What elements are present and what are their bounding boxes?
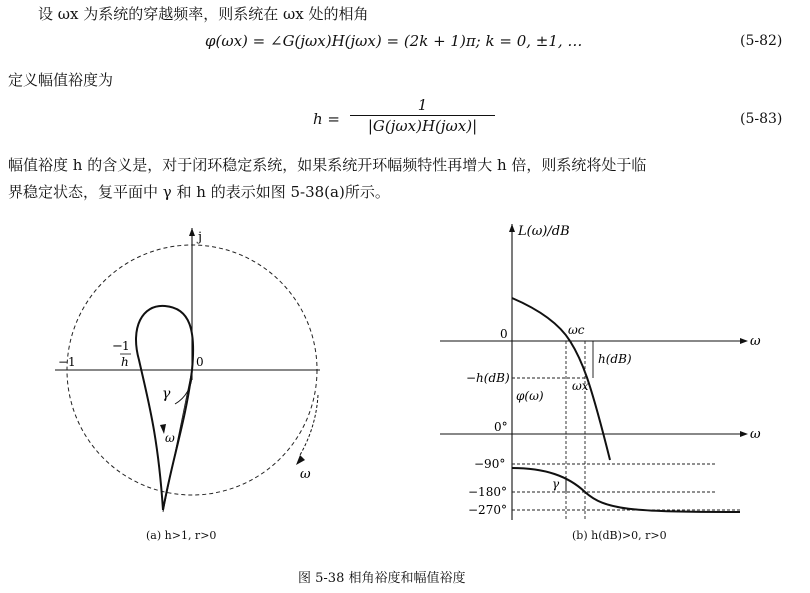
intro-line: 设 ωx 为系统的穿越频率，则系统在 ωx 处的相角	[38, 5, 369, 23]
minus-one-label: −1	[58, 355, 76, 369]
omega-arc-arrow	[296, 455, 305, 465]
equation-5-83-numerator: 1	[350, 96, 495, 116]
h-db-label: h(dB)	[598, 352, 632, 366]
equation-number-5-83: (5-83)	[740, 111, 783, 127]
definition-line: 定义幅值裕度为	[8, 71, 114, 89]
phase-omega-label: ω	[750, 427, 761, 442]
origin-label: 0	[196, 355, 204, 369]
figure-caption: 图 5-38 相角裕度和幅值裕度	[298, 571, 466, 586]
frac-numerator: 1	[122, 339, 130, 353]
figure-a-nyquist-plot	[0, 220, 400, 550]
zero-db-label: 0	[500, 327, 508, 341]
omega-c-label: ωc	[568, 323, 585, 337]
magnitude-axis-label: L(ω)/dB	[518, 224, 570, 239]
paragraph-line-1: 幅值裕度 h 的含义是，对于闭环稳定系统，如果系统开环幅频特性再增大 h 倍，则系统将处于临	[8, 156, 647, 174]
minus-h-db-label: −h(dB)	[466, 371, 510, 385]
equation-5-82: φ(ωx) = ∠G(jωx)H(jωx) = (2k + 1)π; k = 0, ±1, …	[205, 32, 583, 50]
equation-number-5-82: (5-82)	[740, 33, 783, 49]
figure-b-bode-plot	[410, 220, 810, 530]
neg-fraction-sign: −	[112, 339, 123, 354]
bode-vertical-arrow	[509, 224, 515, 232]
omega-arc-label: ω	[300, 467, 311, 482]
minus-180-label: −180°	[468, 485, 507, 499]
minus-90-label: −90°	[474, 457, 506, 471]
magnitude-axis-arrow	[740, 338, 748, 344]
minus-270-label: −270°	[468, 503, 507, 517]
phase-axis-label: φ(ω)	[516, 389, 544, 403]
magnitude-omega-label: ω	[750, 334, 761, 349]
omega-curve-label: ω	[165, 431, 175, 445]
figure-b-caption: (b) h(dB)>0, r>0	[572, 529, 667, 542]
omega-x-label: ωx	[572, 379, 589, 393]
gamma-label: γ	[162, 386, 171, 402]
paragraph-line-2: 界稳定状态，复平面中 γ 和 h 的表示如图 5-38(a)所示。	[8, 183, 390, 201]
imag-axis-arrow	[189, 228, 195, 236]
figure-a-caption: (a) h>1, r>0	[146, 529, 217, 542]
equation-5-83-lhs: h =	[313, 110, 340, 128]
equation-5-83-denominator: |G(jωx)H(jωx)|	[367, 117, 478, 135]
omega-arc	[300, 395, 318, 455]
phase-curve	[512, 468, 740, 512]
phase-axis-arrow	[740, 431, 748, 437]
j-label: j	[198, 230, 203, 245]
zero-degree-label: 0°	[494, 420, 508, 434]
frac-denominator: h	[121, 355, 129, 369]
equation-5-83-fraction	[350, 96, 495, 135]
phase-gamma-label: γ	[552, 477, 560, 491]
magnitude-curve	[512, 298, 610, 460]
